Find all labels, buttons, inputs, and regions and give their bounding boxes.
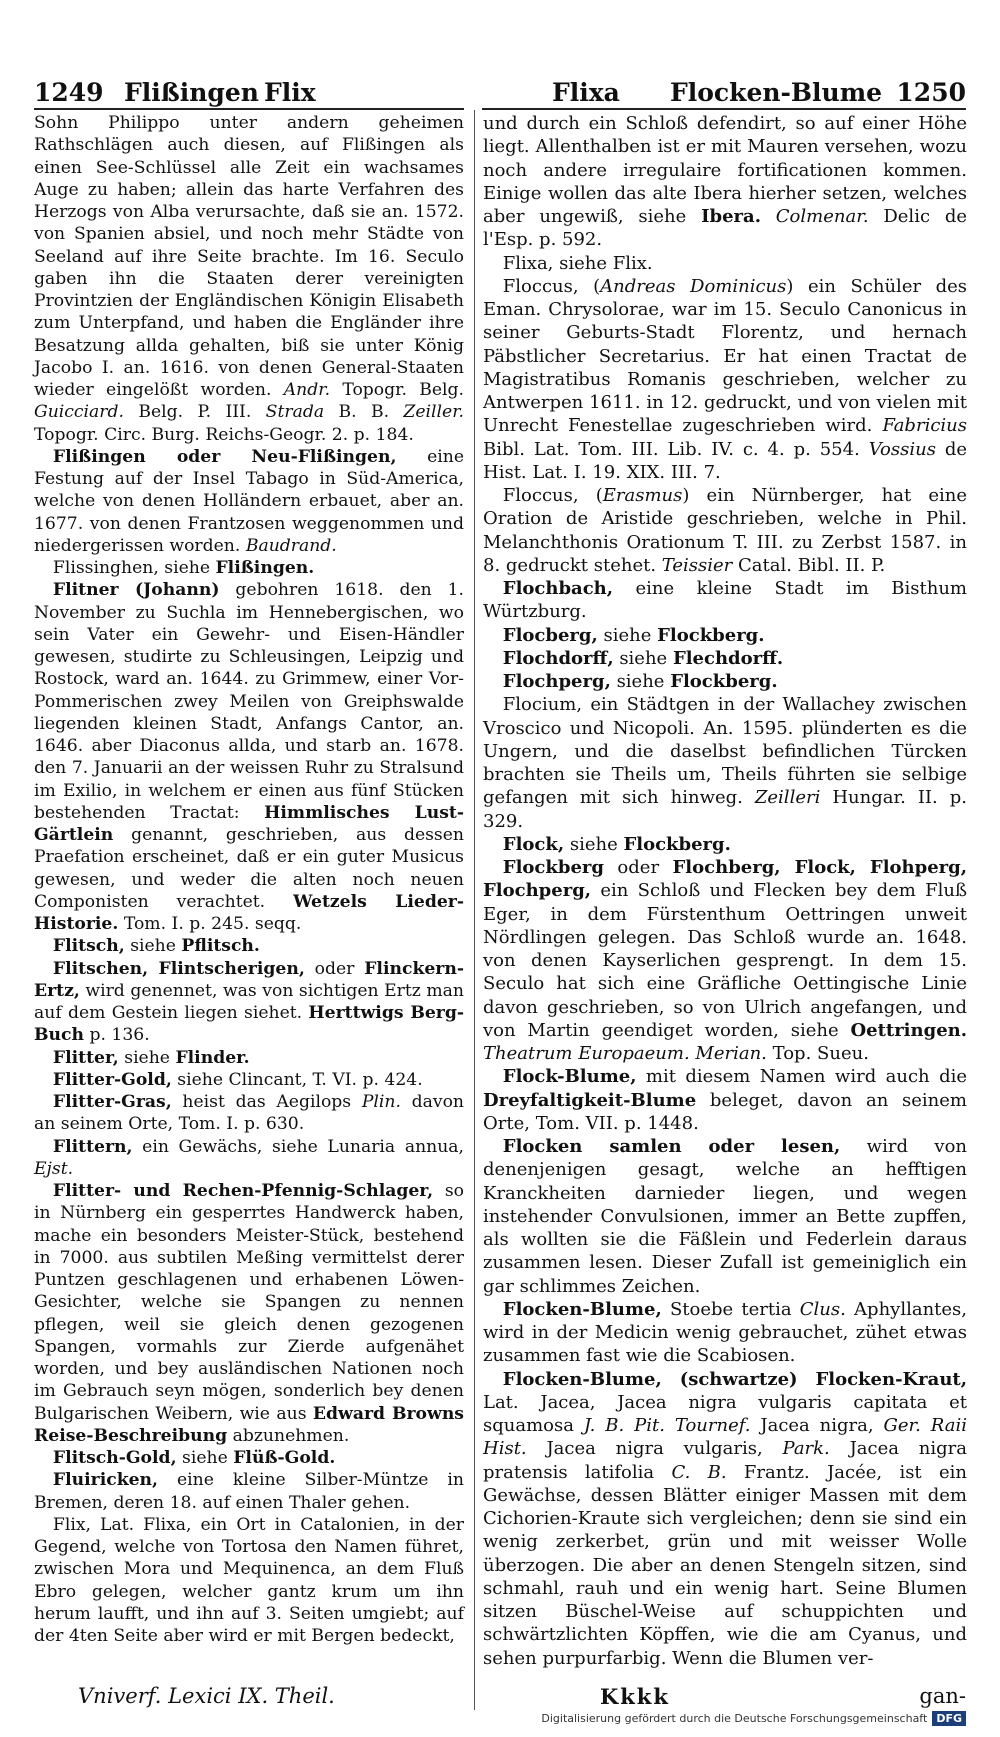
- headword: Flockberg: [502, 857, 604, 878]
- headword: Flinder.: [175, 1047, 250, 1068]
- dictionary-entry: [483, 1065, 967, 1135]
- dictionary-entry: [34, 935, 464, 957]
- entry-text: Tom. I. p. 245. seqq.: [118, 914, 302, 934]
- entry-text: beleget, davon an seinem Orte, Tom. VII. p. 1448.: [483, 1089, 967, 1134]
- dictionary-entry: [483, 112, 967, 252]
- entry-text: ) ein Nürnberger, hat eine Oration de Aristide geschrieben, welche in Phil. Melanchthonis Orationum T. III. zu Zerbst 1587. in 8. gedruckt stehet.: [483, 485, 968, 576]
- headword: Flochperg,: [502, 671, 611, 692]
- entry-text: siehe: [613, 647, 673, 669]
- entry-text: Bibl. Lat. Tom. III. Lib. IV. c. 4. p. 554.: [483, 438, 869, 460]
- dictionary-entry: [483, 670, 967, 693]
- citation: Ger. Raii Hist.: [483, 1415, 967, 1460]
- headword: Flitter- und Rechen-Pfennig-Schlager,: [52, 1181, 434, 1201]
- entry-text: eine kleine Silber-Müntze in Bremen, deren 18. auf einen Thaler gehen.: [34, 1470, 464, 1513]
- dictionary-entry: [34, 1047, 464, 1069]
- citation: Clus.: [799, 1298, 846, 1320]
- entry-text: Stoebe tertia: [661, 1298, 800, 1320]
- right-running-head-1: Flixa: [552, 78, 620, 107]
- entry-text: siehe: [118, 1047, 176, 1068]
- entry-text: wird genennet, was von sichtigen Ertz man auf dem Gestein liegen siehet.: [34, 980, 464, 1023]
- headword: Flocken-Blume, (schwartze) Flocken-Kraut,: [502, 1368, 967, 1390]
- headword: Flitsch-Gold,: [52, 1448, 177, 1468]
- dictionary-entry: [34, 1091, 464, 1136]
- left-running-head-2: Flix: [264, 78, 316, 107]
- volume-signature: Vniverf. Lexici IX. Theil.: [78, 1684, 335, 1708]
- entry-text: siehe: [564, 833, 624, 855]
- left-running-head-1: Flißingen: [124, 78, 259, 107]
- headword: Flitter,: [52, 1047, 119, 1068]
- citation: Guicciard.: [34, 402, 124, 423]
- headword: Flocken samlen oder lesen,: [502, 1136, 841, 1157]
- entry-text: Flissinghen, siehe: [52, 558, 216, 578]
- left-column: [34, 112, 464, 1647]
- header-rule-left: [34, 108, 464, 110]
- citation: Vossius: [868, 438, 936, 460]
- dictionary-entry: [483, 1368, 967, 1670]
- headword: Flock-Blume,: [502, 1066, 637, 1088]
- entry-text: Jacea nigra pratensis latifolia: [483, 1438, 967, 1483]
- entry-text: oder: [603, 857, 673, 878]
- dictionary-entry: [34, 1180, 464, 1447]
- headword: Flockberg.: [670, 671, 778, 692]
- headword: Flüß-Gold.: [233, 1448, 336, 1468]
- entry-text: Frantz. Jacée, ist ein Gewächse, dessen Blätter einiger Massen mit dem Cichorien-Kraute sich vergleichen; denn sie sind ein wenig zerkerbet, grün und mit weisser Wolle überzogen. Die aber an denen Stengeln sitzen, sind schmahl, rauh und ein wenig hart. Seine Blumen sitzen Büschel-Weise auf schuppichten und schwärtzlichten Köpffen, wie die am Cyanus, und sehen purpurfarbig. Wenn die Blumen ver-: [483, 1461, 967, 1669]
- headword: Flochdorff,: [502, 647, 614, 669]
- headword: Flißingen.: [215, 558, 315, 578]
- entry-text: Sohn Philippo unter andern geheimen Rathschlägen auch diesen, auf Flißingen als einen See-Schlüssel alle Zeit ein wachsames Auge zu haben; allein das harte Verfahren des Herzogs von Alba verursachte, daß sie an. 1572. von Spanien absiel, und noch mehr Städte von Seeland auf ihre Seite brachte. Im 16. Seculo gaben ihn die Staaten derer vereinigten Provintzien der Engländischen Königin Elisabeth zum Unterpfand, und haben die Engländer ihre Besatzung allda gehalten, biß sie unter König Jacobo I. an. 1616. von denen General-Staaten wieder eingelößt worden.: [34, 113, 464, 400]
- citation: Plin.: [361, 1092, 401, 1112]
- dictionary-entry: [483, 647, 967, 670]
- entry-text: so in Nürnberg ein gesperrtes Handwerck haben, mache ein besonders Meister-Stück, bestehend in 7000. aus subtilen Meßing vermittelst derer Puntzen geschlagenen und erhabenen Löwen-Gesichter, welche sie Spangen zu nennen pflegen, weil sie gleich denen gezogenen Spangen, vormahls zur Zierde aufgenähet worden, und bey ausländischen Nationen noch im Gebrauch seyn mögen, sonderlich bey denen Bulgarischen Weibern, wie aus: [34, 1181, 464, 1424]
- dictionary-entry: [34, 557, 464, 579]
- digitization-credit: [541, 1712, 966, 1725]
- dictionary-entry: [34, 1069, 464, 1091]
- headword: Dreyfaltigkeit-Blume: [483, 1089, 697, 1111]
- entry-text: Floccus, (: [502, 275, 601, 297]
- headword: Flocberg,: [502, 624, 598, 646]
- headword: Flocken-Blume,: [502, 1298, 662, 1320]
- entry-text: ein Schloß und Flecken bey dem Fluß Eger, in dem Fürstenthum Oettringen unweit Nördlingen gelegen. Das Schloß wurde an. 1648. von denen Kayserlichen gesprengt. In dem 15. Seculo hat sich eine Gräfliche Oettingische Linie davon geschrieben, so von Ulrich angefangen, und von Martin geendiget worden, siehe: [483, 880, 967, 1041]
- dictionary-entry: [483, 252, 967, 275]
- entry-text: mit diesem Namen wird auch die: [636, 1066, 967, 1088]
- headword: Fluiricken,: [52, 1470, 159, 1491]
- entry-text: davon an seinem Orte, Tom. I. p. 630.: [34, 1092, 465, 1135]
- citation: Baudrand.: [245, 535, 337, 556]
- entry-text: Jacea nigra,: [750, 1415, 884, 1436]
- citation: Zeilleri: [754, 787, 821, 809]
- citation: Theatrum Europaeum. Merian.: [483, 1043, 767, 1064]
- header-rule-right: [482, 108, 966, 110]
- entry-text: Lat. Jacea, Jacea nigra vulgaris capitata et squamosa: [483, 1391, 967, 1436]
- entry-text: Flixa, siehe Flix.: [502, 252, 653, 274]
- dictionary-entry: [34, 1447, 464, 1469]
- entry-text: Belg. P. III.: [123, 402, 266, 423]
- dictionary-entry: [483, 833, 967, 856]
- dictionary-entry: [34, 1136, 464, 1181]
- entry-text: Topogr. Circ. Burg. Reichs-Geogr. 2. p. 184.: [34, 424, 414, 445]
- headword: Flochberg, Flock, Flohperg, Flochperg,: [483, 857, 968, 902]
- dictionary-entry: [483, 484, 967, 577]
- citation: C. B.: [671, 1461, 727, 1483]
- entry-text: siehe: [176, 1448, 234, 1468]
- entry-text: wird von denenjenigen gesagt, welche an hefftigen Kranckheiten darnieder liegen, und wegen instehender Convulsionen, immer an Bette zupffen, als wollten sie die Fäßlein und Federlein daraus zusammen lesen. Dieser Zufall ist gemeiniglich ein gar schlimmes Zeichen.: [483, 1136, 967, 1297]
- right-column: [483, 112, 967, 1670]
- entry-text: Delic de l'Esp. p. 592.: [483, 206, 968, 251]
- credit-text: Digitalisierung gefördert durch die Deutsche Forschungsgemeinschaft: [541, 1712, 928, 1725]
- headword: Flittern,: [52, 1136, 133, 1157]
- entry-text: siehe: [124, 936, 182, 957]
- headword: Flitter-Gras,: [52, 1092, 172, 1112]
- entry-text: heist das Aegilops: [171, 1092, 362, 1112]
- headword: Flitsch,: [52, 936, 125, 957]
- citation: Erasmus: [602, 485, 683, 506]
- headword: Edward Browns Reise-Beschreibung: [34, 1403, 464, 1446]
- entry-text: eine Festung auf der Insel Tabago in Süd-America, welche von denen Holländern erbauet, aber an. 1677. von denen Frantzosen weggenommen und niedergerissen worden.: [34, 446, 464, 556]
- dictionary-entry: [483, 275, 967, 484]
- entry-text: ein Gewächs, siehe Lunaria annua,: [132, 1136, 464, 1157]
- headword: Flißingen oder Neu-Flißingen,: [52, 446, 397, 467]
- headword: Ibera.: [701, 206, 761, 227]
- headword: Flitschen, Flintscherigen,: [52, 958, 305, 979]
- entry-text: Flocium, ein Städtgen in der Wallachey zwischen Vroscico und Nicopoli. An. 1595. plünderten es die Ungern, und die daselbst befindlichen Türcken brachten sie Theils um, Theils führten sie selbige gefangen mit sich hinweg.: [483, 694, 967, 809]
- catchword: gan-: [919, 1684, 966, 1708]
- dictionary-entry: [34, 958, 464, 1047]
- sheet-mark: Kkkk: [600, 1684, 670, 1709]
- column-divider: [474, 110, 475, 1710]
- entry-text: genannt, geschrieben, aus dessen Praefation erscheinet, daß er ein guter Musicus gewesen, und weder die alten noch neuen Componisten verachtet.: [34, 825, 464, 912]
- headword: Flockberg.: [657, 624, 765, 646]
- headword: Pflitsch.: [181, 936, 260, 957]
- citation: Ejst.: [34, 1158, 74, 1179]
- headword: Herttwigs Berg-Buch: [34, 1003, 464, 1046]
- headword: Flock,: [502, 833, 565, 855]
- entry-text: p. 136.: [84, 1025, 150, 1046]
- citation: Zeiller.: [403, 402, 464, 423]
- citation: J. B. Pit. Tournef.: [583, 1415, 751, 1436]
- headword: Flockberg.: [623, 833, 731, 855]
- citation: Teissier: [661, 554, 733, 576]
- dfg-logo: DFG: [932, 1711, 966, 1726]
- citation: Colmenar.: [775, 206, 869, 227]
- right-running-head-2: Flocken-Blume: [670, 78, 883, 107]
- headword: Flochbach,: [502, 578, 614, 599]
- headword: Himmlisches Lust-Gärtlein: [34, 802, 464, 845]
- entry-text: Flix, Lat. Flixa, ein Ort in Catalonien, in der Gegend, welche von Tortosa den Namen führet, zwischen Mora und Mequinenca, an dem Fluß Ebro gelegen, welcher gantz krum um ihn herum laufft, und ihn auf 3. Seiten umgiebt; auf der 4ten Seite aber wird er mit Bergen bedeckt,: [34, 1514, 464, 1646]
- headword: Flinckern-Ertz,: [34, 958, 464, 1001]
- dictionary-entry: [34, 579, 464, 935]
- citation: Park.: [782, 1438, 830, 1460]
- dictionary-entry: [483, 693, 967, 833]
- entry-text: oder: [304, 958, 365, 979]
- entry-text: siehe Clincant, T. VI. p. 424.: [171, 1069, 423, 1090]
- headword: Wetzels Lieder-Historie.: [34, 891, 464, 934]
- entry-text: Catal. Bibl. II. P.: [732, 554, 886, 576]
- page-number-right: 1250: [896, 78, 966, 107]
- dictionary-entry: [483, 856, 967, 1065]
- headword: Oettringen.: [850, 1019, 967, 1041]
- citation: Fabricius: [882, 415, 967, 437]
- dictionary-entry: [34, 112, 464, 446]
- entry-text: siehe: [597, 624, 658, 646]
- entry-text: eine kleine Stadt im Bisthum Würtzburg.: [483, 578, 967, 623]
- page-number-left: 1249: [34, 78, 104, 107]
- entry-text: [761, 206, 776, 227]
- entry-text: B. B.: [324, 402, 404, 423]
- entry-text: Aphyllantes, wird in der Medicin wenig gebrauchet, zühet etwas zusammen fast wie die Scabiosen.: [483, 1298, 968, 1367]
- dictionary-entry: [483, 1298, 967, 1368]
- citation: Andreas Dominicus: [600, 275, 787, 297]
- entry-text: Topogr. Belg.: [330, 380, 465, 400]
- entry-text: abzunehmen.: [227, 1425, 350, 1446]
- citation: Strada: [265, 402, 325, 423]
- dictionary-entry: [34, 1469, 464, 1514]
- dictionary-entry: [483, 577, 967, 624]
- citation: Andr.: [283, 380, 331, 400]
- headword: Flechdorff.: [672, 647, 784, 669]
- entry-text: gebohren 1618. den 1. November zu Suchla im Hennebergischen, wo sein Vater ein Gewehr- und Eisen-Händler gewesen, studirte zu Schleusingen, Leipzig und Rostock, ward an. 1644. zu Grimmew, einer Vor-Pommerischen zwey Meilen von Greiphswalde liegenden kleinen Stadt, Anfangs Cantor, an. 1646. aber Diaconus allda, und starb an. 1678. den 7. Januarii an der weissen Ruhr zu Stralsund im Exilio, in welchem er einen aus fünf Stücken bestehenden Tractat:: [34, 580, 464, 823]
- entry-text: Jacea nigra vulgaris,: [526, 1438, 783, 1460]
- headword: Flitter-Gold,: [52, 1069, 172, 1090]
- dictionary-entry: [483, 624, 967, 647]
- entry-text: Hungar. II. p. 329.: [483, 787, 967, 832]
- dictionary-entry: [34, 446, 464, 557]
- entry-text: ) ein Schüler des Eman. Chrysolorae, war im 15. Seculo Canonicus in seiner Geburts-Stadt Florentz, und hernach Päbstlicher Secretarius. Er hat einen Tractat de Magistratibus Romanis geschrieben, welcher zu Antwerpen 1611. in 12. gedruckt, und von vielen mit Unrecht Fenestellae zugeschrieben wird.: [483, 275, 968, 437]
- entry-text: siehe: [610, 671, 671, 692]
- headword: Flitner (Johann): [52, 580, 220, 601]
- entry-text: de Hist. Lat. I. 19. XIX. III. 7.: [483, 438, 967, 483]
- dictionary-entry: [483, 1135, 967, 1298]
- entry-text: und durch ein Schloß defendirt, so auf einer Höhe liegt. Allenthalben ist er mit Mauren versehen, wozu noch andere irregulaire fortificationen kommen. Einige wollen das alte Ibera hierher setzen, welches aber ungewiß, siehe: [483, 113, 967, 227]
- entry-text: Floccus, (: [502, 485, 603, 506]
- entry-text: Top. Sueu.: [766, 1043, 869, 1064]
- dictionary-entry: [34, 1514, 464, 1648]
